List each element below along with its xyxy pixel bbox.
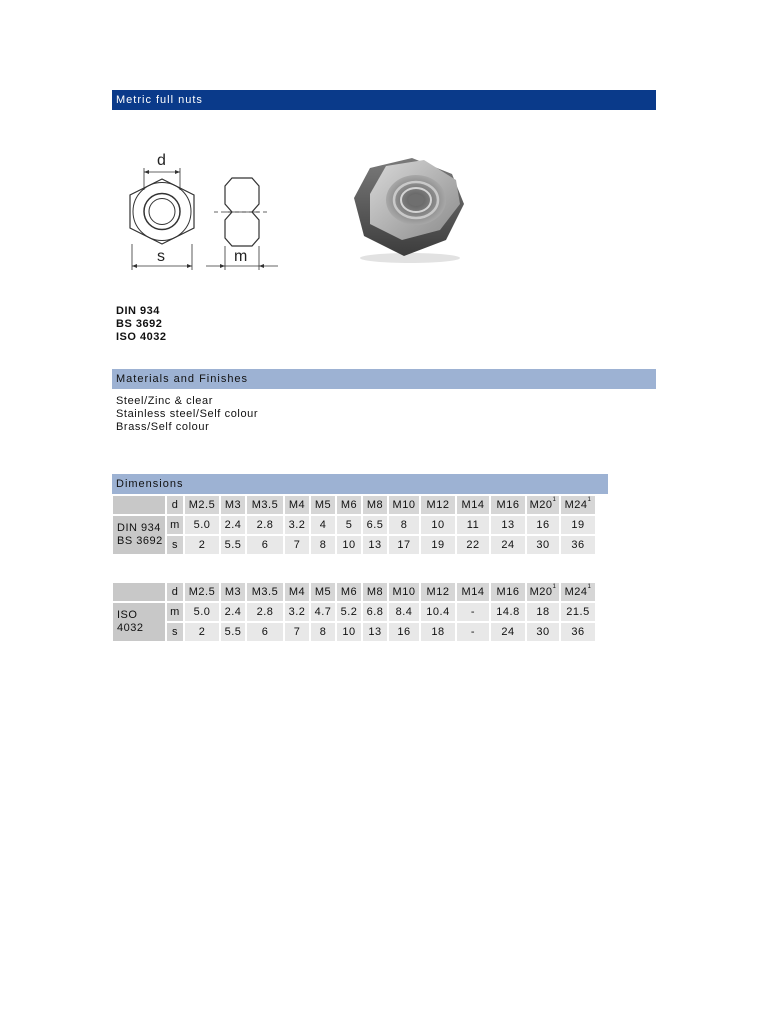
cell-m-value: 5 [337,516,361,534]
size-label: M4 [288,499,306,511]
cell-s-value: 6 [247,623,283,641]
label-d: d [157,152,166,169]
cell-m-value: 19 [561,516,595,534]
size-header [285,583,309,601]
standard-cell [113,516,165,554]
cell-m-value: 21.5 [561,603,595,621]
cell-s-value: 6 [247,536,283,554]
cell-s-value: 36 [561,623,595,641]
size-header [337,583,361,601]
materials-heading: Materials and Finishes [112,369,656,389]
cell-m-value: - [457,603,489,621]
footnote-marker: 1 [587,497,592,503]
size-header [363,496,387,514]
size-label: M4 [288,586,306,598]
cell-s-value: 24 [491,623,525,641]
cell-m-value: 10.4 [421,603,455,621]
size-label: M3.5 [251,499,279,511]
cell-m-value: 16 [527,516,559,534]
nut-technical-drawing [122,148,282,273]
size-header [527,496,559,514]
size-header [247,496,283,514]
size-label: M24 [564,586,588,598]
material-item: Stainless steel/Self colour [116,408,259,420]
size-header [311,583,335,601]
blank-cell [113,496,165,514]
page-title: Metric full nuts [112,90,656,110]
cell-s-value: - [457,623,489,641]
cell-s-value: 5.5 [221,536,245,554]
cell-s-value: 10 [337,536,361,554]
standards-list [116,305,166,344]
size-label: M16 [496,586,520,598]
cell-s-value: 7 [285,536,309,554]
nut-image [348,154,470,266]
blank-cell [113,583,165,601]
cell-s-value: 24 [491,536,525,554]
standard-line: ISO [117,609,138,621]
size-header [221,496,245,514]
size-header [491,496,525,514]
size-label: M12 [426,499,450,511]
standard-cell [113,603,165,641]
table-row [113,603,595,621]
footnote-marker: 1 [552,497,557,503]
table-header-row [113,496,595,514]
size-header [221,583,245,601]
size-header [363,583,387,601]
cell-m-value: 14.8 [491,603,525,621]
material-item: Brass/Self colour [116,421,210,433]
standard-line: DIN 934 [117,522,161,534]
cell-m-value: 11 [457,516,489,534]
row-key-m: m [167,516,183,534]
cell-m-value: 3.2 [285,516,309,534]
size-label: M6 [340,499,358,511]
cell-s-value: 30 [527,623,559,641]
cell-m-value: 2.4 [221,516,245,534]
row-key-s: s [167,623,183,641]
standard-line: BS 3692 [117,535,163,547]
size-header [421,496,455,514]
size-label: M20 [529,586,553,598]
size-label: M3.5 [251,586,279,598]
table-row [113,623,595,641]
cell-s-value: 22 [457,536,489,554]
cell-m-value: 8.4 [389,603,419,621]
size-header [561,496,595,514]
size-header [527,583,559,601]
size-header [389,496,419,514]
size-label: M5 [314,499,332,511]
size-label: M8 [366,499,384,511]
cell-m-value: 5.0 [185,603,219,621]
cell-m-value: 5.0 [185,516,219,534]
size-label: M14 [461,586,485,598]
cell-m-value: 2.4 [221,603,245,621]
size-header [561,583,595,601]
cell-m-value: 8 [389,516,419,534]
cell-m-value: 18 [527,603,559,621]
cell-m-value: 6.8 [363,603,387,621]
cell-m-value: 4 [311,516,335,534]
material-item: Steel/Zinc & clear [116,395,214,407]
cell-s-value: 5.5 [221,623,245,641]
cell-s-value: 36 [561,536,595,554]
standard-bs-3692: BS 3692 [116,318,163,330]
cell-s-value: 13 [363,623,387,641]
label-m: m [234,248,248,265]
cell-s-value: 8 [311,623,335,641]
size-header [457,583,489,601]
size-header [337,496,361,514]
size-label: M8 [366,586,384,598]
footnote-marker: 1 [587,584,592,590]
dimensions-heading: Dimensions [112,474,608,494]
size-header [247,583,283,601]
size-label: M20 [529,499,553,511]
size-label: M3 [224,499,242,511]
row-key-d: d [167,496,183,514]
size-label: M10 [392,499,416,511]
table-row [113,536,595,554]
cell-s-value: 7 [285,623,309,641]
cell-m-value: 6.5 [363,516,387,534]
cell-s-value: 30 [527,536,559,554]
row-key-d: d [167,583,183,601]
label-s: s [157,248,165,265]
size-label: M12 [426,586,450,598]
cell-s-value: 2 [185,536,219,554]
size-header [389,583,419,601]
standard-din-934: DIN 934 [116,305,160,317]
size-header [185,583,219,601]
cell-m-value: 4.7 [311,603,335,621]
cell-s-value: 16 [389,623,419,641]
size-label: M10 [392,586,416,598]
dimensions-table-din [111,494,597,556]
size-label: M14 [461,499,485,511]
size-header [457,496,489,514]
dimensions-table-iso [111,581,597,643]
cell-s-value: 19 [421,536,455,554]
size-header [421,583,455,601]
size-label: M3 [224,586,242,598]
cell-s-value: 8 [311,536,335,554]
cell-m-value: 10 [421,516,455,534]
size-header [185,496,219,514]
materials-list [116,395,258,434]
cell-s-value: 2 [185,623,219,641]
cell-m-value: 2.8 [247,603,283,621]
standard-iso-4032: ISO 4032 [116,331,167,343]
cell-m-value: 5.2 [337,603,361,621]
cell-m-value: 3.2 [285,603,309,621]
table-row [113,516,595,534]
cell-s-value: 18 [421,623,455,641]
table-header-row [113,583,595,601]
standard-line: 4032 [117,622,144,634]
size-label: M5 [314,586,332,598]
size-label: M2.5 [188,586,216,598]
size-label: M6 [340,586,358,598]
size-label: M16 [496,499,520,511]
size-header [311,496,335,514]
footnote-marker: 1 [552,584,557,590]
cell-s-value: 17 [389,536,419,554]
cell-m-value: 13 [491,516,525,534]
row-key-s: s [167,536,183,554]
cell-s-value: 10 [337,623,361,641]
size-label: M2.5 [188,499,216,511]
cell-s-value: 13 [363,536,387,554]
row-key-m: m [167,603,183,621]
size-header [285,496,309,514]
size-header [491,583,525,601]
cell-m-value: 2.8 [247,516,283,534]
size-label: M24 [564,499,588,511]
